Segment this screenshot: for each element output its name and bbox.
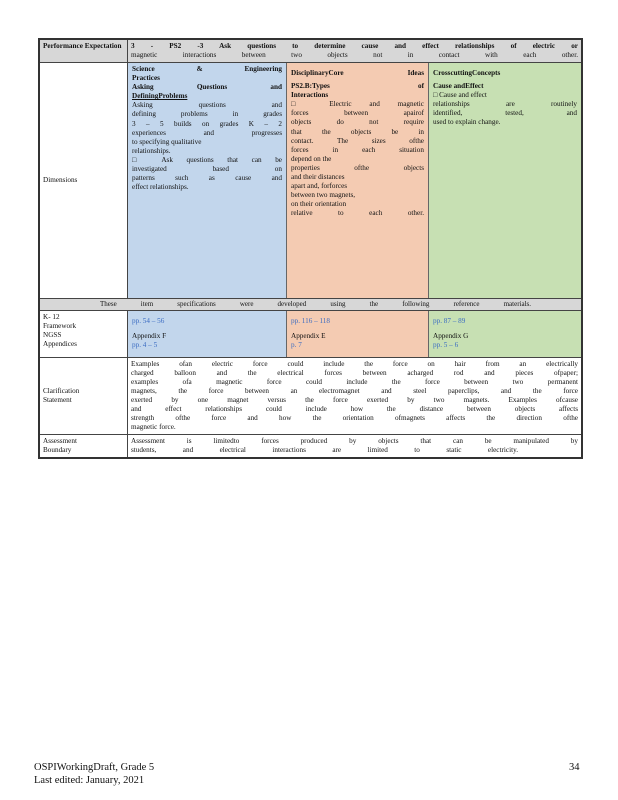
dci-subheading: PS2.B:Types of [291,82,424,91]
clarification-line: magnetic force. [131,423,176,431]
sep-line: Asking questions and [132,101,282,110]
dci-line: contact. The sizes ofthe [291,136,424,145]
framework-pages-link[interactable]: pp. 87 – 89 [433,317,466,325]
clarification-line: and effect relationships could include how the distance between objects affects [131,405,578,413]
dci-line: □ Electric and magnetic [291,100,424,109]
sep-line: effect relationships. [132,183,189,192]
dci-line: on their orientation [291,200,347,209]
dci-line: between two magnets, [291,191,356,200]
sep-line: □ Ask questions that can be [132,155,282,164]
footer-last-edited: Last edited: January, 2021 [34,774,145,786]
ccc-line: identified, tested, and [433,109,577,118]
ccc-subheading: Cause andEffect [433,82,484,91]
clarification-label-line: Clarification [43,387,80,395]
assessment-text [128,435,581,457]
performance-text-line: 3 - PS2 -3 Ask questions to determine cause and effect relationships of electric or [131,42,578,50]
clarification-label-line: Statement [43,396,72,404]
dci-line: apart and, forforces [291,182,348,191]
dci-subheading: Interactions [291,91,329,100]
page-number: 34 [569,762,580,773]
references-label-line: Framework [43,322,77,330]
page-footer [34,762,154,787]
disciplinary-core-ideas-cell [286,63,428,298]
assessment-label-line: Assessment [43,437,77,445]
dci-line: properties ofthe objects [291,163,424,172]
specification-table [38,38,583,459]
clarification-line: Examples ofan electric force could include the force on hair from an electrically [131,360,578,368]
ccc-line: □ Cause and effect [433,91,487,100]
framework-pages-link[interactable]: pp. 116 – 118 [291,317,330,325]
dci-heading: DisciplinaryCore Ideas [291,69,424,77]
dci-line: relative to each other. [291,209,424,218]
sep-line: experiences and progresses [132,128,282,137]
ccc-heading: CrosscuttingConcepts [433,69,501,77]
sep-line: relationships. [132,146,171,155]
references-dci-cell [286,311,428,357]
clarification-line: magnets, the force between an electromagnet and steel paperclips, and the force [131,387,578,395]
footer-document-title: OSPIWorkingDraft, Grade 5 [34,762,155,773]
clarification-text [128,358,581,434]
assessment-line: students, and electrical interactions are limited to static electricity. [131,446,518,454]
clarification-line: strength ofthe force and how the orientation ofmagnets affects the direction ofthe [131,414,578,422]
ccc-line: relationships are routinely [433,100,577,109]
sep-line: 3 – 5 builds on grades K – 2 [132,119,282,128]
ccc-line: used to explain change. [433,118,501,127]
science-engineering-practices-cell [128,63,286,298]
dci-line: and their distances [291,173,345,182]
performance-expectation-text [128,40,581,62]
dci-line: forces between apairof [291,109,424,118]
appendix-pages-link[interactable]: p. 7 [291,341,302,350]
references-sep-cell [128,311,286,357]
clarification-line: examples ofa magnetic force could include the force between two permanent [131,378,578,386]
appendix-name: Appendix G [433,332,469,341]
clarification-line: charged balloon and the electrical forces between acharged rod and pieces ofpaper; [131,369,578,377]
sep-line: defining problems in grades [132,110,282,119]
sep-subheading: DefiningProblems [132,92,188,101]
references-ccc-cell [428,311,581,357]
references-label-line: K- 12 [43,313,60,321]
sep-line: investigated based on [132,165,282,174]
dci-line: that the objects be in [291,127,424,136]
framework-pages-link[interactable]: pp. 54 – 56 [132,317,165,325]
sep-heading: Science & Engineering [132,65,282,73]
appendix-name: Appendix F [132,332,167,341]
clarification-label [40,358,128,434]
performance-expectation-label: Performance Expectation [40,40,128,62]
assessment-label-line: Boundary [43,446,72,454]
appendix-name: Appendix E [291,332,326,341]
references-label-line: NGSS [43,331,62,339]
clarification-line: exerted by one magnet versus the force exerted by two magnets. Examples ofcause [131,396,578,404]
assessment-boundary-row [40,434,581,457]
dci-line: depend on the [291,154,332,163]
reference-note: These item specifications were developed using the following reference materials. [40,299,581,310]
assessment-line: Assessment is limitedto forces produced by objects that can be manipulated by [131,437,578,445]
crosscutting-concepts-cell [428,63,581,298]
appendix-pages-link[interactable]: pp. 4 – 5 [132,341,158,350]
dci-line: forces in each situation [291,145,424,154]
performance-expectation-row [40,40,581,62]
sep-subheading: Asking Questions and [132,83,282,92]
clarification-row [40,357,581,434]
sep-heading: Practices [132,74,160,83]
performance-text-line: magnetic interactions between two objects not in contact with each other. [131,51,578,59]
references-label-line: Appendices [43,340,77,348]
sep-line: to specifying qualitative [132,137,202,146]
dci-line: objects do not require [291,118,424,127]
references-label [40,311,128,357]
reference-note-row [40,298,581,310]
dimensions-label: Dimensions [40,63,128,298]
references-row [40,310,581,357]
assessment-label [40,435,128,457]
appendix-pages-link[interactable]: pp. 5 – 6 [433,341,459,350]
dimensions-row [40,62,581,298]
sep-line: patterns such as cause and [132,174,282,183]
